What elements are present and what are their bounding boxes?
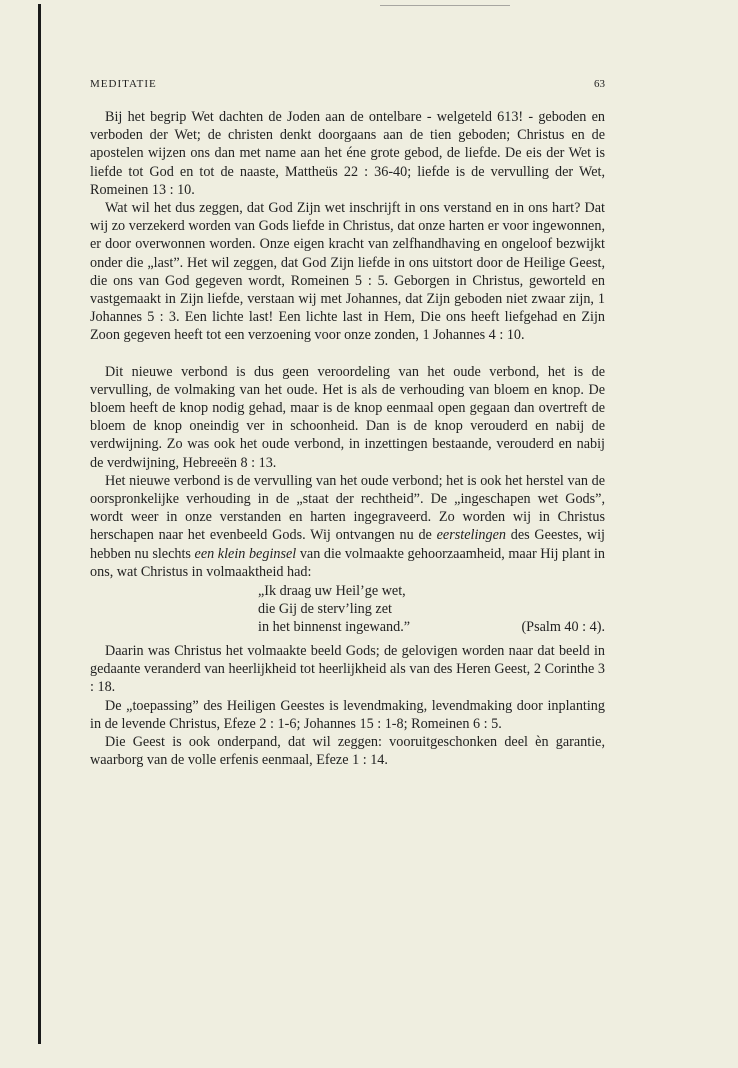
paragraph-6: De „toepassing” des Heiligen Geestes is levendmaking, levendmaking door inplanting in de levende Christus, Efeze 2 : 1-6; Johannes 15 : 1-8; Romeinen 6 : 5. <box>90 697 605 732</box>
paragraph-4-emphasis-2: een klein beginsel <box>194 545 297 562</box>
page-body <box>90 78 605 770</box>
paragraph-4-emphasis-1: eerstelingen <box>436 527 506 544</box>
running-title: MEDITATIE <box>90 78 157 90</box>
quote-line-2: die Gij de sterv’ling zet <box>258 601 392 618</box>
running-header <box>90 78 605 92</box>
paragraph-1: Bij het begrip Wet dachten de Joden aan de ontelbare - welgeteld 613! - geboden en verboden der Wet; de christen denkt doorgaans aan de tien geboden; Christus en de apostelen wijzen ons dan met name aan het éne grote gebod, de liefde. De eis der Wet is liefde tot God en tot de naaste, Mattheüs 22 : 36-40; liefde is de vervulling der Wet, Romeinen 13 : 10. <box>90 109 605 198</box>
page-number: 63 <box>594 78 605 90</box>
paragraph-4-text-1: Het nieuwe verbond is de vervulling van het oude verbond; het is ook het herstel van de oorspronkelijke verhouding in de „staat der rechtheid”. De „ingeschapen wet Gods”, wordt weer in onze verstanden en harten ingegraveerd. Zo worden wij in Christus herschapen naar het evenbeeld Gods. Wij ontvangen nu de <box>90 472 605 544</box>
paragraph-4 <box>90 472 605 581</box>
section-gap <box>90 345 605 363</box>
paragraph-2: Wat wil het dus zeggen, dat God Zijn wet inschrijft in ons verstand en in ons hart? Dat wij zo verzekerd worden van Gods liefde in Christus, dat onze harten er voor ingewonnen, er door overwonnen worden. Onze eigen kracht van zelfhandhaving en ongeloof bezwijkt onder die „last”. Het wil zeggen, dat God Zijn liefde in ons uitstort door de Heilige Geest, die ons van God gegeven wordt, Romeinen 5 : 5. Geborgen in Christus, geworteld en vastgemaakt in Zijn liefde, verstaan wij met Johannes, dat Zijn geboden niet zwaar zijn, 1 Johannes 5 : 3. Een lichte last! Een lichte last in Hem, Die ons heeft liefgehad en Zijn Zoon gegeven heeft tot een verzoening voor onze zonden, 1 Johannes 4 : 10. <box>90 200 605 344</box>
page-top-mark <box>380 5 510 6</box>
quote-reference: (Psalm 40 : 4). <box>521 619 605 636</box>
paragraph-7: Die Geest is ook onderpand, dat wil zeggen: vooruitgeschonken deel èn garantie, waarborg van de volle erfenis eenmaal, Efeze 1 : 14. <box>90 734 605 769</box>
paragraph-4-text-3: van die volmaakte gehoorzaamheid, maar Hij plant in ons, wat Christus in volmaaktheid had: <box>90 545 606 580</box>
page-left-edge <box>38 4 41 1044</box>
paragraph-4-text-2: des Geestes, wij hebben nu slechts <box>90 527 605 562</box>
psalm-quote <box>90 582 605 637</box>
quote-line-3: in het binnenst ingewand.” <box>258 619 411 636</box>
paragraph-5: Daarin was Christus het volmaakte beeld Gods; de gelovigen worden naar dat beeld in gedaante veranderd van heerlijkheid tot heerlijkheid als van des Heren Geest, 2 Corinthe 3 : 18. <box>90 643 605 696</box>
paragraph-3: Dit nieuwe verbond is dus geen veroordeling van het oude verbond, het is de vervulling, de volmaking van het oude. Het is als de verhouding van bloem en knop. De bloem heeft de knop nodig gehad, maar is de knop eenmaal open gegaan dan overtreft de bloem de knop oneindig ver in schoonheid. Dan is de knop verouderd en nabij de verdwijning. Zo was ook het oude verbond, in inzettingen bestaande, verouderd en nabij de verdwijning, Hebreeën 8 : 13. <box>90 363 605 471</box>
quote-line-1: „Ik draag uw Heil’ge wet, <box>258 583 406 600</box>
quote-lines <box>258 582 410 637</box>
